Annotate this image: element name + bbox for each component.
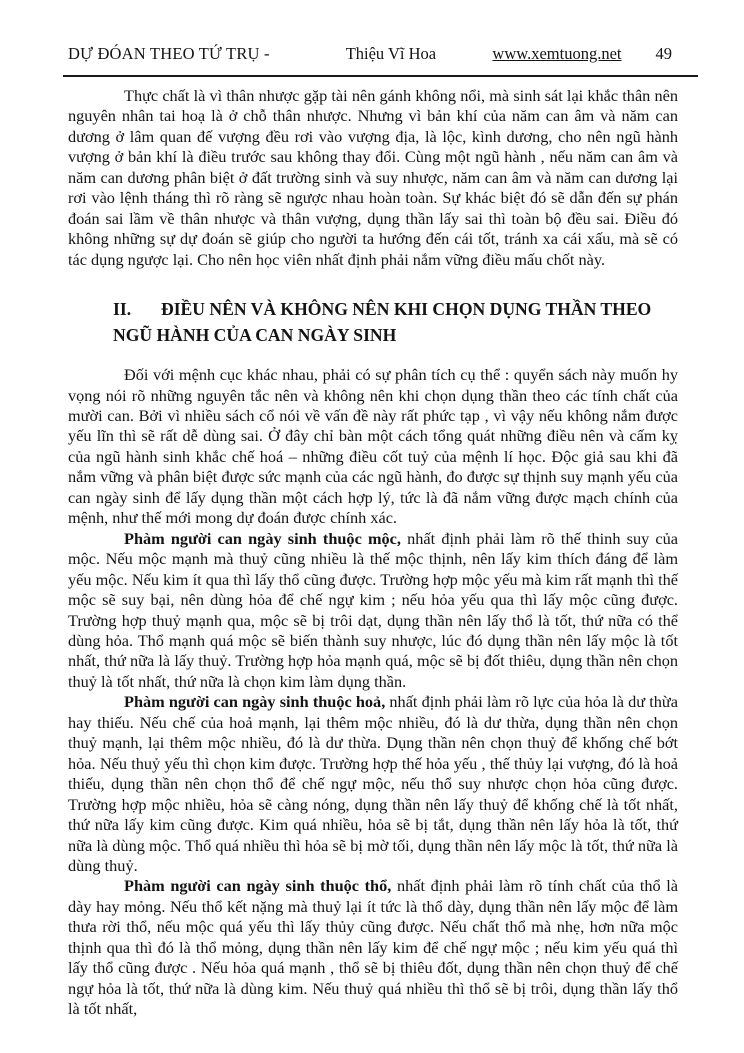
header-divider [63,75,698,77]
paragraph-fire-daymaster [68,692,678,876]
paragraph-wood-daymaster [68,529,678,693]
page-number: 49 [655,44,672,63]
paragraph-lead: Phàm người can ngày sinh thuộc thổ, [124,876,392,896]
paragraph-lead: Phàm người can ngày sinh thuộc hoả, [124,692,386,712]
author-name: Thiệu Vĩ Hoa [345,44,437,63]
paragraph-earth-daymaster [68,876,678,1019]
book-title: DỰ ĐÓAN THEO TỨ TRỤ - [68,44,270,63]
page-header [0,0,744,64]
paragraph-general [68,365,678,529]
paragraph-text: Thực chất là vì thân nhược gặp tài nên gánh không nổi, mà sinh sát lại khắc thân nên nguyên nhân tai hoạ là ở chỗ thân nhược. Nhưng vì bản khí của năm can âm và năm can dương ở lâm quan đế vượng đều rơi vào vượng địa, là lộc, kình dương, cho nên ngũ hành vượng ở bản khí là điều trước sau không thay đổi. Cùng một ngũ hành , nếu năm can âm và năm can dương phân biệt ở đất trường sinh và suy nhược, năm can âm và năm can dương lại rơi vào lệnh tháng thì rõ ràng sẽ ngược nhau hoàn toàn. Sự khác biệt đó sẽ dẫn đến sự phán đoán sai lầm về thân nhược và thân vượng, dụng thần lấy sai thì toàn bộ đều sai. Điều đó không những sự dự đoán sẽ giúp cho người ta hướng đến cái tốt, tránh xa cái xấu, mà sẽ có tác dụng ngược lại. Cho nên học viên nhất định phải nắm vững điều mấu chốt này. [68,86,678,269]
section-number: II. [113,299,132,320]
document-body [68,86,678,1020]
paragraph-lead: Phàm người can ngày sinh thuộc mộc, [124,528,401,548]
section-heading [113,297,675,348]
paragraph-text: nhất định phải làm rõ thế thinh suy của mộc. Nếu mộc mạnh mà thuỷ cũng nhiều là thế mộc thịnh, nên lấy kim thích đáng để làm yếu mộc. Nếu kim ít qua thì lấy thổ cũng được. Trường hợp mộc yếu mà kim rất mạnh thì thế mộc sẽ suy bại, nên dùng hỏa để chế ngự kim ; nếu hỏa yếu qua thì lấy mộc cũng được. Trường hợp thuỷ mạnh qua, mộc sẽ bị trôi dạt, dụng thần nên lấy thổ là tốt, thứ nữa có thể dùng hỏa. Thổ mạnh quá mộc sẽ biến thành suy nhược, lúc đó dụng thần nên lấy mộc là tốt nhất, thứ nữa là lấy thuỷ. Trường hợp hỏa mạnh quá, mộc sẽ bị đốt thiêu, dụng thần nên chọn thuỷ là tốt nhất, thứ nữa là chọn kim làm dụng thần. [68,528,678,691]
paragraph-intro [68,86,678,270]
paragraph-text: nhất định phải làm rõ lực của hỏa là dư thừa hay thiếu. Nếu chế của hoả mạnh, lại thêm mộc nhiều, đó là dư thừa, dụng thần nên chọn thuỷ mạnh, lại thêm mộc nhiều, đó là dư thừa. Dụng thần nên chọn thuỷ để khống chế bớt hỏa. Nếu thuỷ yếu thì chọn kim được. Trường hợp thế hỏa yếu , thế thủy lại vượng, đó là hoả thiếu, dụng thần nên chọn thổ để chế ngự mộc, nếu thổ suy nhược chọn hỏa cũng được. Trường hợp mộc nhiều, hỏa sẽ càng nóng, dụng thần nên lấy thuỷ để khống chế là tốt nhất, thứ nữa lấy kim cũng được. Kim quá nhiều, hỏa sẽ bị tắt, dụng thần nên lấy hỏa là tốt, thứ nữa là dùng mộc. Thổ quá nhiều thì hỏa sẽ bị mờ tối, dụng thần nên lấy mộc là tốt, thứ nữa là dùng thuỷ. [68,692,678,875]
section-title: ĐIỀU NÊN VÀ KHÔNG NÊN KHI CHỌN DỤNG THẦN THEO NGŨ HÀNH CỦA CAN NGÀY SINH [113,299,652,345]
paragraph-text: nhất định phải làm rõ tính chất của thổ là dày hay mỏng. Nếu thổ kết nặng mà thuỷ lại ít tức là thổ dày, dụng thần nên lấy mộc để làm thưa rời thổ, nếu mộc quá yếu thì lấy thủy cũng được. Nếu chất thổ mà nhẹ, hơn nữa mộc thịnh qua thì đó là thổ mỏng, dụng thần nên lấy kim để chế ngự mộc ; nếu kim yếu quá thì lấy thổ cũng được . Nếu hỏa quá mạnh , thổ sẽ bị thiêu đốt, dụng thần nên chọn thuỷ để chế ngự hỏa là tốt, thứ nữa là dùng kim. Nếu thuỷ quá nhiều thì thổ sẽ bị trôi, dụng thần lấy thổ là tốt nhất, [68,876,678,1019]
website-link[interactable]: www.xemtuong.net [492,44,622,63]
paragraph-text: Đối với mệnh cục khác nhau, phải có sự phân tích cụ thể : quyển sách này muốn hy vọng nói rõ những nguyên tắc nên và không nên khi chọn dụng thần theo các tính chất của mười can. Bởi vì nhiều sách cổ nói về vấn đề này rất phức tạp , vì vậy nếu không nắm được yếu lĩn thì sẽ rất dễ dùng sai. Ở đây chỉ bàn một cách tổng quát những điều nên và cấm kỵ của ngũ hành sinh khắc chế hoá – những điều cốt tuỷ của mệnh lí học. Độc giả sau khi đã nắm vững và phân biệt được sức mạnh của các ngũ hành, đo được sự thịnh suy mạnh yếu của can ngày sinh để lấy dụng thần một cách hợp lý, tức là đã nắm vững được mạch chính của mệnh, như thế mới mong dự đoán được chính xác. [68,365,678,528]
